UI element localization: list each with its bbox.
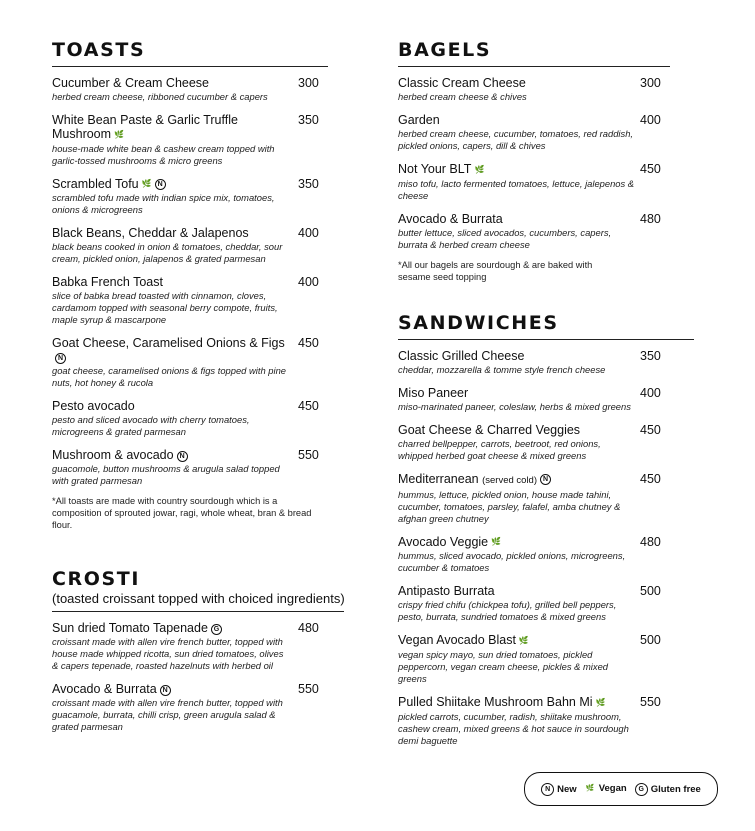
item-price: 450 <box>640 471 661 486</box>
item-name: Not Your BLT <box>398 162 472 176</box>
item-desc: guacomole, button mushrooms & arugula salad topped with grated parmesan <box>52 463 280 487</box>
item-desc: herbed cream cheese, ribboned cucumber & capers <box>52 91 268 102</box>
item-desc: hummus, sliced avocado, pickled onions, microgreens, cucumber & tomatoes <box>398 550 626 574</box>
bagels-note: *All our bagels are sourdough & are baked with sesame seed topping <box>398 259 593 282</box>
item-price: 300 <box>298 76 319 90</box>
vegan-icon: 🌿 <box>518 636 529 646</box>
menu-item <box>398 113 670 152</box>
item-desc: slice of babka bread toasted with cinnamon, cloves, cardamom topped with seasonal berry compote, fruits, maple syrup & mascarpone <box>52 290 278 326</box>
item-price: 300 <box>640 76 661 90</box>
item-desc: cheddar, mozzarella & tomme style french cheese <box>398 363 606 375</box>
item-price: 350 <box>298 176 319 191</box>
divider <box>398 339 694 340</box>
item-desc: black beans cooked in onion & tomatoes, cheddar, sour cream, pickled onion, jalapenos & grated parmesan <box>52 241 283 265</box>
menu-item <box>52 76 328 103</box>
item-desc: croissant made with allen vire french butter, topped with house made whipped ricotta, sun dried tomatoes, olives & capers tepenade, roasted hazelnuts with herbed oil <box>52 636 284 672</box>
bagels-title: BAGELS <box>398 39 492 61</box>
new-icon: N <box>541 783 554 796</box>
item-name: Classic Cream Cheese <box>398 76 526 90</box>
item-price: 550 <box>640 695 661 710</box>
gluten-free-icon: G <box>211 624 222 635</box>
item-name: Mediterranean <box>398 471 479 486</box>
item-desc: crispy fried chifu (chickpea tofu), grilled bell peppers, pesto, burrata, sundried tomatoes & mixed greens <box>398 599 617 623</box>
item-name: Pulled Shiitake Mushroom Bahn Mi <box>398 695 593 710</box>
new-icon: N <box>160 685 171 696</box>
menu-item <box>398 386 670 413</box>
menu-item <box>52 177 328 217</box>
vegan-icon: 🌿 <box>585 785 595 793</box>
item-price: 400 <box>640 113 661 127</box>
toasts-title: TOASTS <box>52 39 146 61</box>
item-price: 450 <box>640 162 661 176</box>
divider <box>398 66 670 67</box>
item-desc: goat cheese, caramelised onions & figs topped with pine nuts, hot honey & rucola <box>52 365 286 389</box>
item-name: Black Beans, Cheddar & Jalapenos <box>52 226 249 241</box>
item-name: Miso Paneer <box>398 385 469 400</box>
item-name: Avocado & Burrata <box>52 682 157 697</box>
menu-item <box>52 336 328 389</box>
item-desc: charred bellpepper, carrots, beetroot, red onions, whipped herbed goat cheese & mixed greens <box>398 437 601 461</box>
gluten-free-icon: G <box>635 783 648 796</box>
legend <box>524 772 718 806</box>
item-desc: miso-marinated paneer, coleslaw, herbs & mixed greens <box>398 400 631 412</box>
item-name: Vegan Avocado Blast <box>398 633 516 648</box>
vegan-icon: 🌿 <box>114 129 125 139</box>
item-price: 350 <box>640 348 661 363</box>
legend-gluten-free-label: Gluten free <box>650 783 701 795</box>
item-desc: pickled carrots, cucumber, radish, shiitake mushroom, cashew cream, mixed greens & hot sauce in sourdough demi baguette <box>398 710 629 746</box>
item-name: Antipasto Burrata <box>398 584 495 599</box>
menu-item <box>52 275 328 326</box>
item-name: Mushroom & avocado <box>52 448 174 463</box>
menu-item <box>398 633 670 685</box>
menu-item <box>52 448 328 487</box>
item-desc: miso tofu, lacto fermented tomatoes, lettuce, jalepenos & cheese <box>398 177 635 201</box>
item-price: 500 <box>640 584 661 599</box>
item-price: 400 <box>298 275 319 290</box>
item-price: 450 <box>298 399 319 414</box>
sandwiches-title: SANDWICHES <box>398 311 559 334</box>
item-name: Goat Cheese, Caramelised Onions & Figs <box>52 336 285 351</box>
menu-item <box>398 349 670 376</box>
legend-new-label: New <box>557 783 577 795</box>
item-name: Classic Grilled Cheese <box>398 348 525 363</box>
item-name: White Bean Paste & Garlic Truffle Mushroom <box>52 113 238 141</box>
menu-item <box>398 695 670 747</box>
item-desc: herbed cream cheese, cucumber, tomatoes, red raddish, pickled onions, capers, dill & chives <box>398 128 634 151</box>
item-price: 400 <box>298 226 319 241</box>
new-icon: N <box>55 353 66 364</box>
menu-item <box>52 682 328 733</box>
item-price: 400 <box>640 385 661 400</box>
menu-item <box>398 584 670 623</box>
item-desc: herbed cream cheese & chives <box>398 91 527 102</box>
menu-item <box>398 535 670 575</box>
menu-item <box>398 472 670 525</box>
legend-vegan-label: Vegan <box>598 783 627 795</box>
vegan-icon: 🌿 <box>141 179 152 189</box>
item-price: 450 <box>298 336 319 351</box>
item-price: 350 <box>298 113 319 127</box>
item-name: Avocado & Burrata <box>398 211 503 226</box>
new-icon: N <box>155 179 166 190</box>
menu-item <box>398 212 670 251</box>
vegan-icon: 🌿 <box>474 164 485 174</box>
legend-vegan <box>585 783 627 794</box>
item-desc: hummus, lettuce, pickled onion, house made tahini, cucumber, tomatoes, parsley, falafel, amba chutney & afghan green chutney <box>398 488 621 524</box>
item-price: 550 <box>298 448 319 463</box>
divider <box>52 66 328 67</box>
item-price: 480 <box>640 211 661 226</box>
item-price: 550 <box>298 682 319 697</box>
new-icon: N <box>540 474 551 485</box>
item-price: 450 <box>640 422 661 437</box>
crosti-title: CROSTI <box>52 568 141 591</box>
vegan-icon: 🌿 <box>595 697 606 707</box>
item-desc: house-made white bean & cashew cream topped with garlic-tossed mushrooms & micro greens <box>52 142 275 166</box>
item-price: 500 <box>640 633 661 648</box>
right-column <box>398 40 670 757</box>
item-price: 480 <box>298 621 319 636</box>
divider <box>52 611 344 612</box>
item-name: Pesto avocado <box>52 399 135 414</box>
new-icon: N <box>177 451 188 462</box>
menu-item <box>52 621 328 672</box>
menu-item <box>52 113 328 167</box>
item-name: Sun dried Tomato Tapenade <box>52 621 208 636</box>
item-name: Babka French Toast <box>52 275 163 290</box>
item-desc: pesto and sliced avocado with cherry tomatoes, microgreens & grated parmesan <box>52 414 250 438</box>
served-cold-note: (served cold) <box>482 474 538 486</box>
menu-item <box>398 423 670 462</box>
legend-gluten-free <box>635 783 701 796</box>
left-column <box>52 39 345 743</box>
crosti-subtitle: (toasted croissant topped with choiced ingredients) <box>52 591 345 607</box>
item-price: 480 <box>640 534 661 549</box>
item-desc: croissant made with allen vire french butter, topped with guacamole, burrata, chilli crisp, green arugula salad & grated parmesan <box>52 697 283 733</box>
item-name: Garden <box>398 113 440 127</box>
menu-item <box>398 76 670 103</box>
vegan-icon: 🌿 <box>491 537 502 547</box>
item-desc: scrambled tofu made with indian spice mix, tomatoes, onions & microgreens <box>52 192 275 216</box>
toasts-note: *All toasts are made with country sourdough which is a composition of sprouted jowar, ragi, whole wheat, bran & bread flour. <box>52 496 312 531</box>
item-desc: butter lettuce, sliced avocados, cucumbers, capers, burrata & herbed cream cheese <box>398 226 612 250</box>
item-name: Avocado Veggie <box>398 534 489 549</box>
menu-item <box>52 226 328 265</box>
item-desc: vegan spicy mayo, sun dried tomatoes, pickled peppercorn, vegan cream cheese, pickles & mixed greens <box>398 649 609 685</box>
item-name: Cucumber & Cream Cheese <box>52 76 210 90</box>
legend-new <box>541 783 577 796</box>
menu-item <box>398 162 670 202</box>
item-name: Goat Cheese & Charred Veggies <box>398 422 581 437</box>
menu-item <box>52 399 328 438</box>
item-name: Scrambled Tofu <box>52 176 139 191</box>
